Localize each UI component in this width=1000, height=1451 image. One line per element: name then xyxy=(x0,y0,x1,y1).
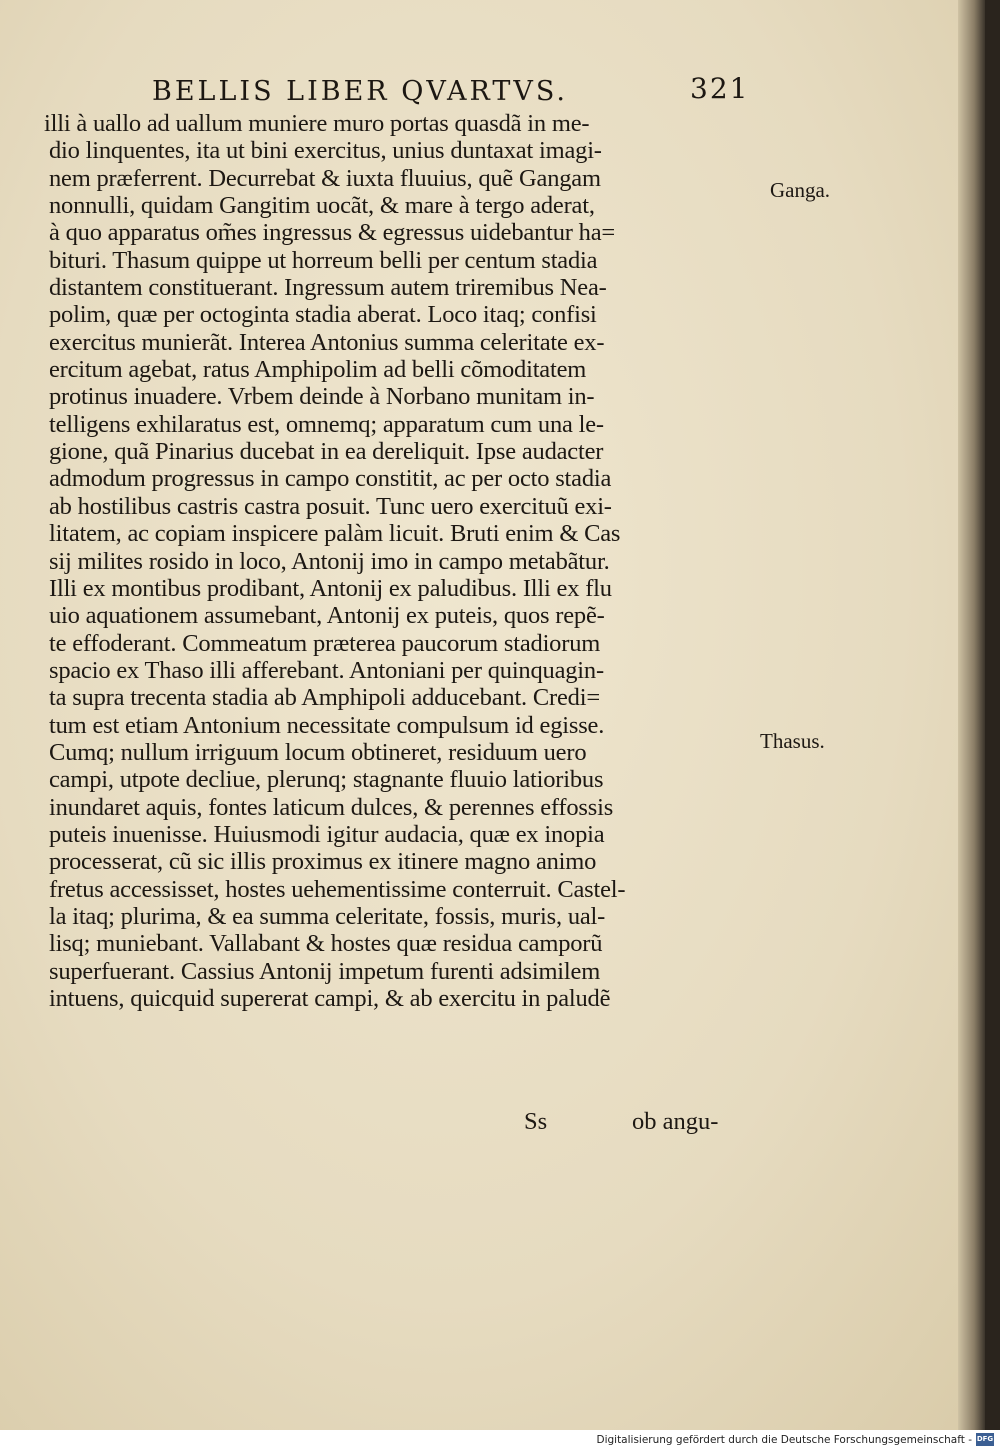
text-line: tum est etiam Antonium necessitate compulsum id egisse. xyxy=(49,711,605,739)
digitization-note: Digitalisierung gefördert durch die Deutsche Forschungsgemeinschaft - xyxy=(596,1434,972,1446)
text-line: processerat, cũ sic illis proximus ex itinere magno animo xyxy=(49,848,597,876)
margin-note-ganga: Ganga. xyxy=(770,178,831,202)
text-line: puteis inuenisse. Huiusmodi igitur audacia, quæ ex inopia xyxy=(49,820,605,848)
text-line: Cumq; nullum irriguum locum obtineret, residuum uero xyxy=(49,738,587,766)
text-line: uio aquationem assumebant, Antonij ex puteis, quos repẽ- xyxy=(49,602,605,630)
text-line: nem præferrent. Decurrebat & iuxta fluuius, quẽ Gangam xyxy=(49,164,601,192)
catchword: ob angu- xyxy=(632,1108,719,1135)
text-line: fretus accessisset, hostes uehementissime conterruit. Castel- xyxy=(49,875,626,903)
text-line: distantem constituerant. Ingressum autem triremibus Nea- xyxy=(49,274,607,302)
body-text xyxy=(44,110,760,1012)
text-line: nonnulli, quidam Gangitim uocãt, & mare à tergo aderat, xyxy=(49,192,595,220)
text-line: protinus inuadere. Vrbem deinde à Norbano munitam in- xyxy=(49,383,595,411)
text-line: litatem, ac copiam inspicere palàm licuit. Bruti enim & Cas xyxy=(49,520,621,548)
text-line: ab hostilibus castris castra posuit. Tunc uero exercituũ exi- xyxy=(49,492,612,520)
text-line: ercitum agebat, ratus Amphipolim ad belli cõmoditatem xyxy=(49,356,587,384)
text-line: campi, utpote decliue, plerunq; stagnante fluuio latioribus xyxy=(49,766,604,794)
margin-note-thasus: Thasus. xyxy=(760,729,825,753)
text-line: superfuerant. Cassius Antonij impetum furenti adsimilem xyxy=(49,957,601,985)
text-line: Illi ex montibus prodibant, Antonij ex paludibus. Illi ex flu xyxy=(49,574,612,602)
text-line: gione, quã Pinarius ducebat in ea dereliquit. Ipse audacter xyxy=(49,438,604,466)
text-line: à quo apparatus om̃es ingressus & egressus uidebantur ha= xyxy=(49,219,615,247)
text-line: admodum progressus in campo constitit, ac per octo stadia xyxy=(49,465,612,493)
text-line: bituri. Thasum quippe ut horreum belli per centum stadia xyxy=(49,246,598,274)
text-line: illi à uallo ad uallum muniere muro portas quasdã in me- xyxy=(44,110,590,137)
text-line: dio linquentes, ita ut bini exercitus, unius duntaxat imagi- xyxy=(49,137,602,165)
text-line: polim, quæ per octoginta stadia aberat. Loco itaq; confisi xyxy=(49,301,597,329)
text-line: intuens, quicquid supererat campi, & ab exercitu in paludẽ xyxy=(49,985,611,1012)
text-line: la itaq; plurima, & ea summa celeritate, fossis, muris, ual- xyxy=(49,902,606,930)
text-line: te effoderant. Commeatum præterea paucorum stadiorum xyxy=(49,629,601,657)
text-line: exercitus munierãt. Interea Antonius summa celeritate ex- xyxy=(49,328,605,356)
text-line: inundaret aquis, fontes laticum dulces, & perennes effossis xyxy=(49,793,614,821)
signature-mark: Ss xyxy=(524,1108,548,1135)
dfg-logo: DFG xyxy=(976,1433,994,1446)
text-line: lisq; muniebant. Vallabant & hostes quæ residua camporũ xyxy=(49,930,603,958)
text-line: spacio ex Thaso illi afferebant. Antoniani per quinquagin- xyxy=(49,656,604,684)
text-line: telligens exhilaratus est, omnemq; apparatum cum una le- xyxy=(49,410,604,438)
text-line: ta supra trecenta stadia ab Amphipoli adducebant. Credi= xyxy=(49,684,600,712)
text-line: sij milites rosido in loco, Antonij imo in campo metabãtur. xyxy=(49,547,610,575)
running-head: BELLIS LIBER QVARTVS. xyxy=(152,76,568,107)
page-number: 321 xyxy=(690,72,750,105)
page-edge xyxy=(958,0,985,1430)
